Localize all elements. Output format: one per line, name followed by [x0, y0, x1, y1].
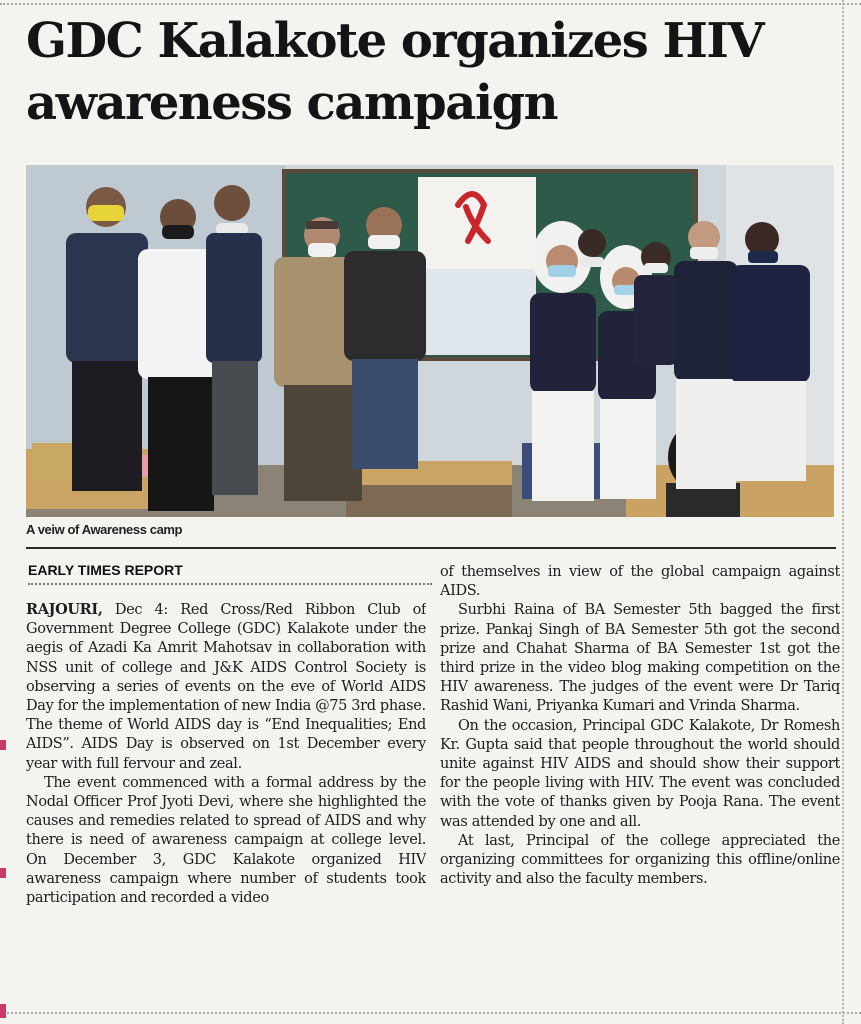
photo-caption: A veiw of Awareness camp [26, 522, 183, 537]
article-paragraph: At last, Principal of the college appreciated the organizing committees for organizing this offline/online activity and also the faculty members. [440, 832, 840, 888]
article-paragraph: On the occasion, Principal GDC Kalakote, Dr Romesh Kr. Gupta said that people throughout the world should unite against HIV AIDS and should show their support for the people living with HIV. The event was concluded with the vote of thanks given by Pooja Rana. The event was attended by one and all. [440, 717, 840, 830]
lead-text: Dec 4: Red Cross/Red Ribbon Club of Government Degree College (GDC) Kalakote under the aegis of Azadi Ka Amrit Mahotsav in collaboration with NSS unit of college and J&K AIDS Control Society is observing a series of events on the eve of World AIDS Day for the implementation of new India @75 3rd phase. [26, 602, 426, 715]
article-column-right [440, 563, 840, 968]
article-paragraph: Surbhi Raina of BA Semester 5th bagged the first prize. Pankaj Singh of BA Semester 5th got the second prize and Chahat Sharma of BA Semester 1st got the third prize in the video blog making competition on the HIV awareness. The judges of the event were Dr Tariq Rashid Wani, Priyanka Kumari and Vrinda Sharma. [440, 602, 840, 715]
column-dotted-rule [842, 0, 844, 1024]
dateline: RAJOURI, [26, 601, 103, 618]
news-photo [26, 165, 834, 517]
edge-mark [0, 868, 6, 878]
byline: EARLY TIMES REPORT [28, 562, 183, 578]
article-lead-paragraph [26, 600, 426, 716]
classroom-photo-illustration [26, 165, 834, 517]
edge-mark [0, 1004, 6, 1018]
edge-mark [0, 740, 6, 750]
section-divider [26, 547, 836, 549]
article-column-left [26, 600, 426, 1005]
article-paragraph-continued: of themselves in view of the global campaign against AIDS. [440, 564, 840, 600]
article-paragraph: The event commenced with a formal address by the Nodal Officer Prof Jyoti Devi, where she highlighted the causes and remedies related to spread of AIDS and why there is need of awareness campaign at college level. On December 3, GDC Kalakote organized HIV awareness campaign where number of students took participation and recorded a video [26, 774, 426, 907]
article-paragraph: The theme of World AIDS day is “End Inequalities; End AIDS”. AIDS Day is observed on 1st December every year with full fervour and zeal. [26, 717, 426, 772]
news-clipping [20, 0, 840, 1024]
byline-dotted-rule [28, 583, 432, 585]
headline: GDC Kalakote organizes HIV awareness campaign [26, 13, 764, 131]
